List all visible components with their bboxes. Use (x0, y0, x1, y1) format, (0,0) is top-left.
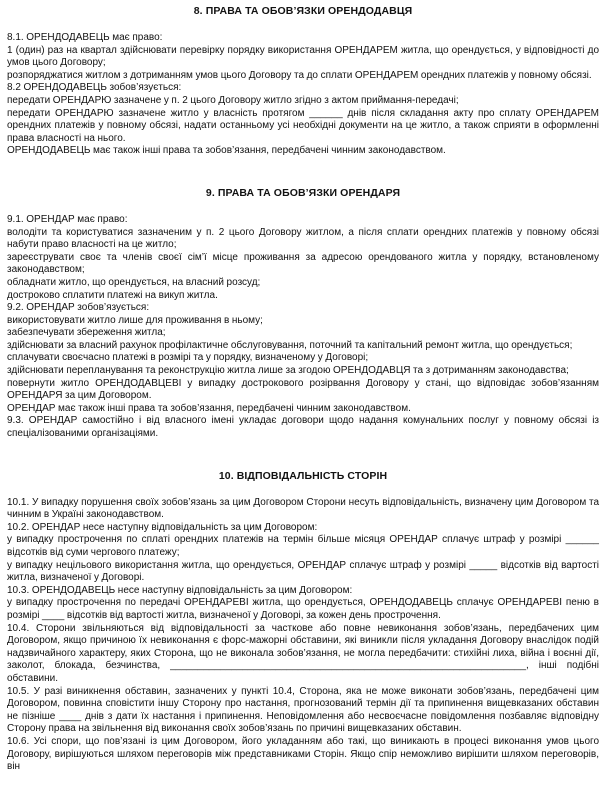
section-landlord-rights (7, 5, 599, 158)
clause: 10.1. У випадку порушення своїх зобов’язань за цим Договором Сторони несуть відповідальність, визначену цим Договором та чинним в Україні законодавством. (7, 496, 599, 521)
clause: 8.2 ОРЕНДОДАВЕЦЬ зобов’язується: (7, 82, 182, 94)
clause: використовувати житло лише для проживання в ньому; (7, 314, 263, 326)
section-heading: 10. ВІДПОВІДАЛЬНІСТЬ СТОРІН (218, 469, 388, 482)
clause: 10.3. ОРЕНДОДАВЕЦЬ несе наступну відповідальність за цим Договором: (7, 584, 353, 596)
clause-with-blank: 10.4. Сторони звільняються від відповідальності за часткове або повне невиконання зобов’язань, передбачених цим Договором, якщо причиною їх невиконання є форс-мажорні обставини, які виникли після укладання Договору внаслідок подій надзвичайного характеру, яких Сторона, що не виконала зобов’язання, не могла передбачити: стихійні лиха, війна і воєнні дії, заколот, блокада, безчинства, ________________________________________________________________, інші подібні обставини. (7, 622, 599, 684)
clause: достроково сплатити платежі на викуп житла. (7, 289, 218, 301)
clause: 10.2. ОРЕНДАР несе наступну відповідальність за цим Договором: (7, 521, 318, 533)
clause: 9.1. ОРЕНДАР має право: (7, 213, 128, 225)
clause-with-blank: у випадку нецільового використання житла, що орендується, ОРЕНДАР сплачує штраф у розмірі _____ відсотків від вартості житла, визначеної у Договорі. (7, 559, 599, 584)
clause: зареєструвати своє та членів своєї сім’ї місце проживання за адресою орендованого житла у порядку, встановленому законодавством; (7, 251, 599, 276)
clause: передати ОРЕНДАРЮ зазначене у п. 2 цього Договору житло згідно з актом приймання-передачі; (7, 94, 459, 106)
clause: ОРЕНДОДАВЕЦЬ має також інші права та зобов’язання, передбачені чинним законодавством. (7, 145, 446, 157)
clause: здійснювати перепланування та реконструкцію житла лише за згодою ОРЕНДОДАВЦЯ та з дотриманням законодавства; (7, 365, 569, 377)
section-liability (7, 470, 599, 774)
clause-with-blank: передати ОРЕНДАРЮ зазначене житло у власність протягом ______ днів після складання акту про сплату ОРЕНДАРЕМ орендних платежів у повному обсязі, надати останньому усі необхідні документи на це житло, а також сприяти в оформленні права власності на нього. (7, 107, 599, 144)
clause: повернути житло ОРЕНДОДАВЦЕВІ у випадку дострокового розірвання Договору у стані, що відповідає зобов’язанням ОРЕНДАРЯ за цим Договором. (7, 377, 599, 402)
clause-with-blank: у випадку прострочення по передачі ОРЕНДАРЕВІ житла, що орендується, ОРЕНДОДАВЕЦЬ сплачує ОРЕНДАРЕВІ пеню в розмірі ____ відсотків від вартості житла, визначеної у Договорі, за кожен день прострочення. (7, 597, 599, 621)
clause: здійснювати за власний рахунок профілактичне обслуговування, поточний та капітальний ремонт житла, що орендується; (7, 339, 573, 351)
clause: ОРЕНДАР має також інші права та зобов’язання, передбачені чинним законодавством. (7, 402, 411, 414)
clause: сплачувати своєчасно платежі в розмірі та у порядку, визначеному у Договорі; (7, 352, 369, 364)
section-heading: 9. ПРАВА ТА ОБОВ’ЯЗКИ ОРЕНДАРЯ (205, 186, 401, 199)
clause: 9.2. ОРЕНДАР зобов’язується: (7, 302, 150, 314)
clause-with-blank: у випадку прострочення по сплаті орендних платежів на термін більше місяця ОРЕНДАР сплачує штраф у розмірі ______ відсотків від суми чергового платежу; (7, 534, 599, 558)
clause: 10.6. Усі спори, що пов’язані із цим Договором, його укладанням або такі, що виникають в процесі виконання умов цього Договору, вирішуються шляхом переговорів між представниками Сторін. Якщо спір неможливо вирішити шляхом переговорів, він (7, 735, 599, 773)
clause: забезпечувати збереження житла; (7, 327, 166, 339)
clause: 9.3. ОРЕНДАР самостійно і від власного імені укладає договори щодо надання комунальних послуг у повному обсязі із спеціалізованими організаціями. (7, 415, 599, 440)
clause: обладнати житло, що орендується, на власний розсуд; (7, 276, 261, 288)
clause-with-blank: 10.5. У разі виникнення обставин, зазначених у пункті 10.4, Сторона, яка не може виконати зобов’язань, передбачені цим Договором, повинна сповістити іншу Сторону про настання, прогнозований термін дії та припинення вищевказаних обставин не пізніше ____ днів з дати їх настання і припинення. Неповідомлення або несвоєчасне повідомлення позбавляє відповідну Сторону права на звільнення від виконання своїх зобов’язань по причині вищевказаних обставин. (7, 685, 599, 735)
section-tenant-rights (7, 187, 599, 441)
section-heading: 8. ПРАВА ТА ОБОВ’ЯЗКИ ОРЕНДОДАВЦЯ (193, 5, 413, 17)
clause: володіти та користуватися зазначеним у п. 2 цього Договору житлом, а після сплати орендних платежів у повному обсязі набути право власності на це житло; (7, 226, 599, 251)
clause: 1 (один) раз на квартал здійснювати перевірку порядку використання ОРЕНДАРЕМ житла, що орендується, у відповідності до умов цього Договору; (7, 44, 599, 69)
clause: 8.1. ОРЕНДОДАВЕЦЬ має право: (7, 32, 163, 43)
clause: розпоряджатися житлом з дотриманням умов цього Договору та до сплати ОРЕНДАРЕМ орендних платежів у повному обсязі. (7, 69, 592, 81)
